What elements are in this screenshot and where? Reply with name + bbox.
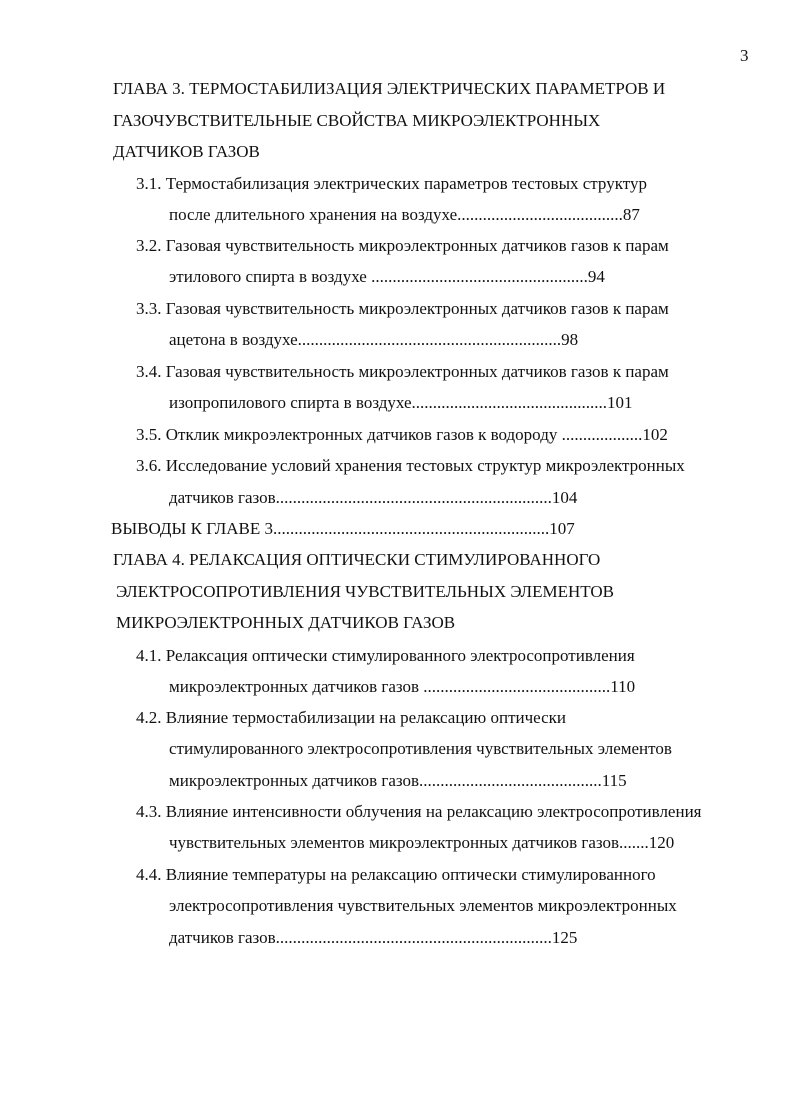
- toc-3-1-continuation: после длительного хранения на воздухе.......................................87: [169, 205, 640, 224]
- chapter4-heading-line2: ЭЛЕКТРОСОПРОТИВЛЕНИЯ ЧУВСТВИТЕЛЬНЫХ ЭЛЕМЕНТОВ: [116, 582, 615, 601]
- page-number: 3: [740, 46, 749, 65]
- toc-4-2-continuation-2: микроэлектронных датчиков газов...........................................115: [169, 771, 627, 790]
- toc-3-4-title: 3.4. Газовая чувствительность микроэлектронных датчиков газов к парам: [136, 362, 669, 381]
- toc-3-2-continuation: этилового спирта в воздухе ...................................................94: [169, 267, 605, 286]
- chapter3-heading-line1: ГЛАВА 3. ТЕРМОСТАБИЛИЗАЦИЯ ЭЛЕКТРИЧЕСКИХ ПАРАМЕТРОВ И: [113, 79, 666, 98]
- toc-conclusions-chapter3: ВЫВОДЫ К ГЛАВЕ 3.................................................................107: [111, 519, 575, 538]
- toc-3-6-continuation: датчиков газов.................................................................104: [169, 488, 578, 507]
- toc-4-4-title: 4.4. Влияние температуры на релаксацию оптически стимулированного: [136, 865, 656, 884]
- toc-4-4-continuation-2: датчиков газов.................................................................125: [169, 928, 578, 947]
- toc-3-3-continuation: ацетона в воздухе..............................................................98: [169, 330, 579, 349]
- toc-4-3-continuation: чувствительных элементов микроэлектронных датчиков газов.......120: [169, 833, 675, 852]
- toc-4-1-title: 4.1. Релаксация оптически стимулированного электросопротивления: [136, 646, 635, 665]
- toc-3-4-continuation: изопропилового спирта в воздухе..............................................101: [169, 393, 633, 412]
- chapter3-heading-line3: ДАТЧИКОВ ГАЗОВ: [113, 142, 260, 161]
- toc-4-1-continuation: микроэлектронных датчиков газов ............................................110: [169, 677, 636, 696]
- toc-3-2-title: 3.2. Газовая чувствительность микроэлектронных датчиков газов к парам: [136, 236, 669, 255]
- toc-4-4-continuation: электросопротивления чувствительных элементов микроэлектронных: [169, 896, 677, 915]
- toc-3-1-title: 3.1. Термостабилизация электрических параметров тестовых структур: [136, 174, 647, 193]
- toc-4-2-continuation: стимулированного электросопротивления чувствительных элементов: [169, 739, 672, 758]
- chapter4-heading-line3: МИКРОЭЛЕКТРОННЫХ ДАТЧИКОВ ГАЗОВ: [116, 613, 456, 632]
- toc-3-3-title: 3.3. Газовая чувствительность микроэлектронных датчиков газов к парам: [136, 299, 669, 318]
- toc-4-3-title: 4.3. Влияние интенсивности облучения на релаксацию электросопротивления: [136, 802, 702, 821]
- chapter3-heading-line2: ГАЗОЧУВСТВИТЕЛЬНЫЕ СВОЙСТВА МИКРОЭЛЕКТРОННЫХ: [113, 111, 601, 130]
- chapter4-heading-line1: ГЛАВА 4. РЕЛАКСАЦИЯ ОПТИЧЕСКИ СТИМУЛИРОВАННОГО: [113, 550, 601, 569]
- toc-3-6-title: 3.6. Исследование условий хранения тестовых структур микроэлектронных: [136, 456, 685, 475]
- toc-4-2-title: 4.2. Влияние термостабилизации на релаксацию оптически: [136, 708, 567, 727]
- toc-3-5-title: 3.5. Отклик микроэлектронных датчиков газов к водороду ...................102: [136, 425, 668, 444]
